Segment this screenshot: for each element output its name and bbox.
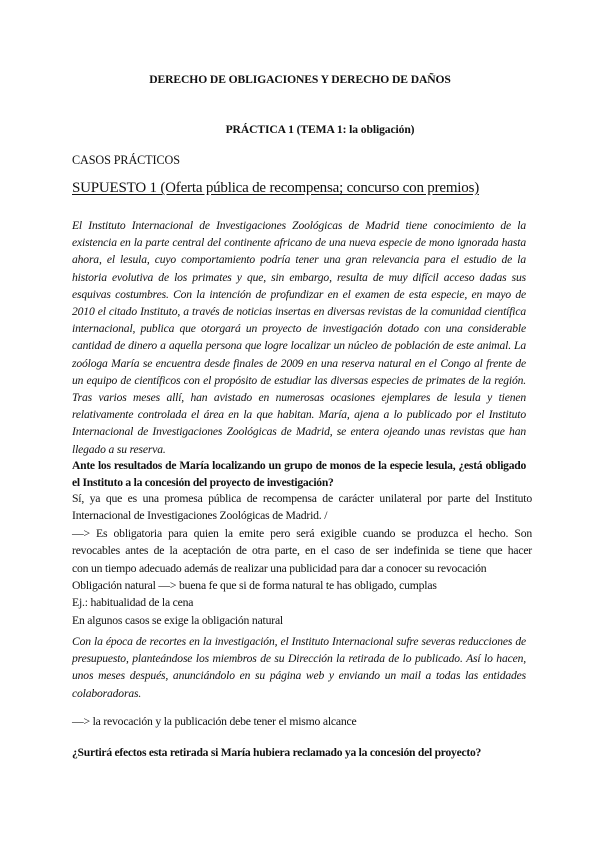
question-2: ¿Surtirá efectos esta retirada si María hubiera reclamado ya la concesión del proyecto? — [72, 746, 482, 759]
practice-title: PRÁCTICA 1 (TEMA 1: la obligación) — [225, 123, 415, 136]
answer-line: revocables antes de la aceptación de otra parte, en el caso de ser indefinida se tiene que hacer — [72, 544, 532, 558]
answer-line: Obligación natural —> buena fe que si de forma natural te has obligado, cumplas — [72, 579, 437, 593]
answer-line: En algunos casos se exige la obligación natural — [72, 613, 283, 627]
question-1: Ante los resultados de María localizando un grupo de monos de la especie lesula, ¿está obligado el Instituto a la concesión del proyecto de investigación? — [72, 459, 526, 489]
section-heading: CASOS PRÁCTICOS — [72, 153, 180, 167]
answer-line: Sí, ya que es una promesa pública de recompensa de carácter unilateral por parte del Instituto — [72, 492, 532, 505]
answer-line: con un tiempo adecuado además de realizar una publicidad para dar a conocer su revocación — [72, 561, 487, 575]
answer-1 — [72, 490, 532, 629]
case-title: SUPUESTO 1 (Oferta pública de recompensa; concurso con premios) — [72, 180, 480, 196]
case-statement-2: Con la época de recortes en la investigación, el Instituto Internacional sufre severas reducciones de presupuesto, planteándose los miembros de su Dirección la retirada de lo publicado. Así lo hacen, unos meses después, anunciándolo en su página web y enviando un mail a todas las entidades colaboradoras. — [72, 635, 526, 700]
document-title: DERECHO DE OBLIGACIONES Y DERECHO DE DAÑOS — [149, 73, 451, 86]
answer-2: —> la revocación y la publicación debe tener el mismo alcance — [72, 715, 357, 728]
case-statement: El Instituto Internacional de Investigaciones Zoológicas de Madrid tiene conocimiento de la existencia en la parte central del continente africano de una nueva especie de mono ignorada hasta ahora, el lesula, cuyo comportamiento podría tener una gran relevancia para el estudio de la historia evolutiva de los primates y que, sin embargo, resulta de muy difícil acceso dadas sus esquivas costumbres. Con la intención de profundizar en el examen de esta especie, en mayo de 2010 el citado Instituto, a través de noticias insertas en diversas revistas de la comunidad científica internacional, publica que otorgará un proyecto de investigación dotado con una considerable cantidad de dinero a aquella persona que logre localizar un núcleo de población de este animal. La zoóloga María se encuentra desde finales de 2009 en una reserva natural en el Congo al frente de un equipo de científicos con el propósito de estudiar las diversas especies de primates de la región. Tras varios meses allí, han avistado en numerosas ocasiones ejemplares de lesula y tienen relativamente controlada el área en la que habitan. María, ajena a lo publicado por el Instituto Internacional de Investigaciones Zoológicas de Madrid, se entera ojeando unas revistas que han llegado a su reserva. — [72, 219, 526, 456]
answer-line: Internacional de Investigaciones Zoológicas de Madrid. / — [72, 509, 328, 523]
answer-line: Ej.: habitualidad de la cena — [72, 596, 194, 610]
answer-line: —> Es obligatoria para quien la emite pero será exigible cuando se produzca el hecho. Son — [72, 526, 532, 540]
